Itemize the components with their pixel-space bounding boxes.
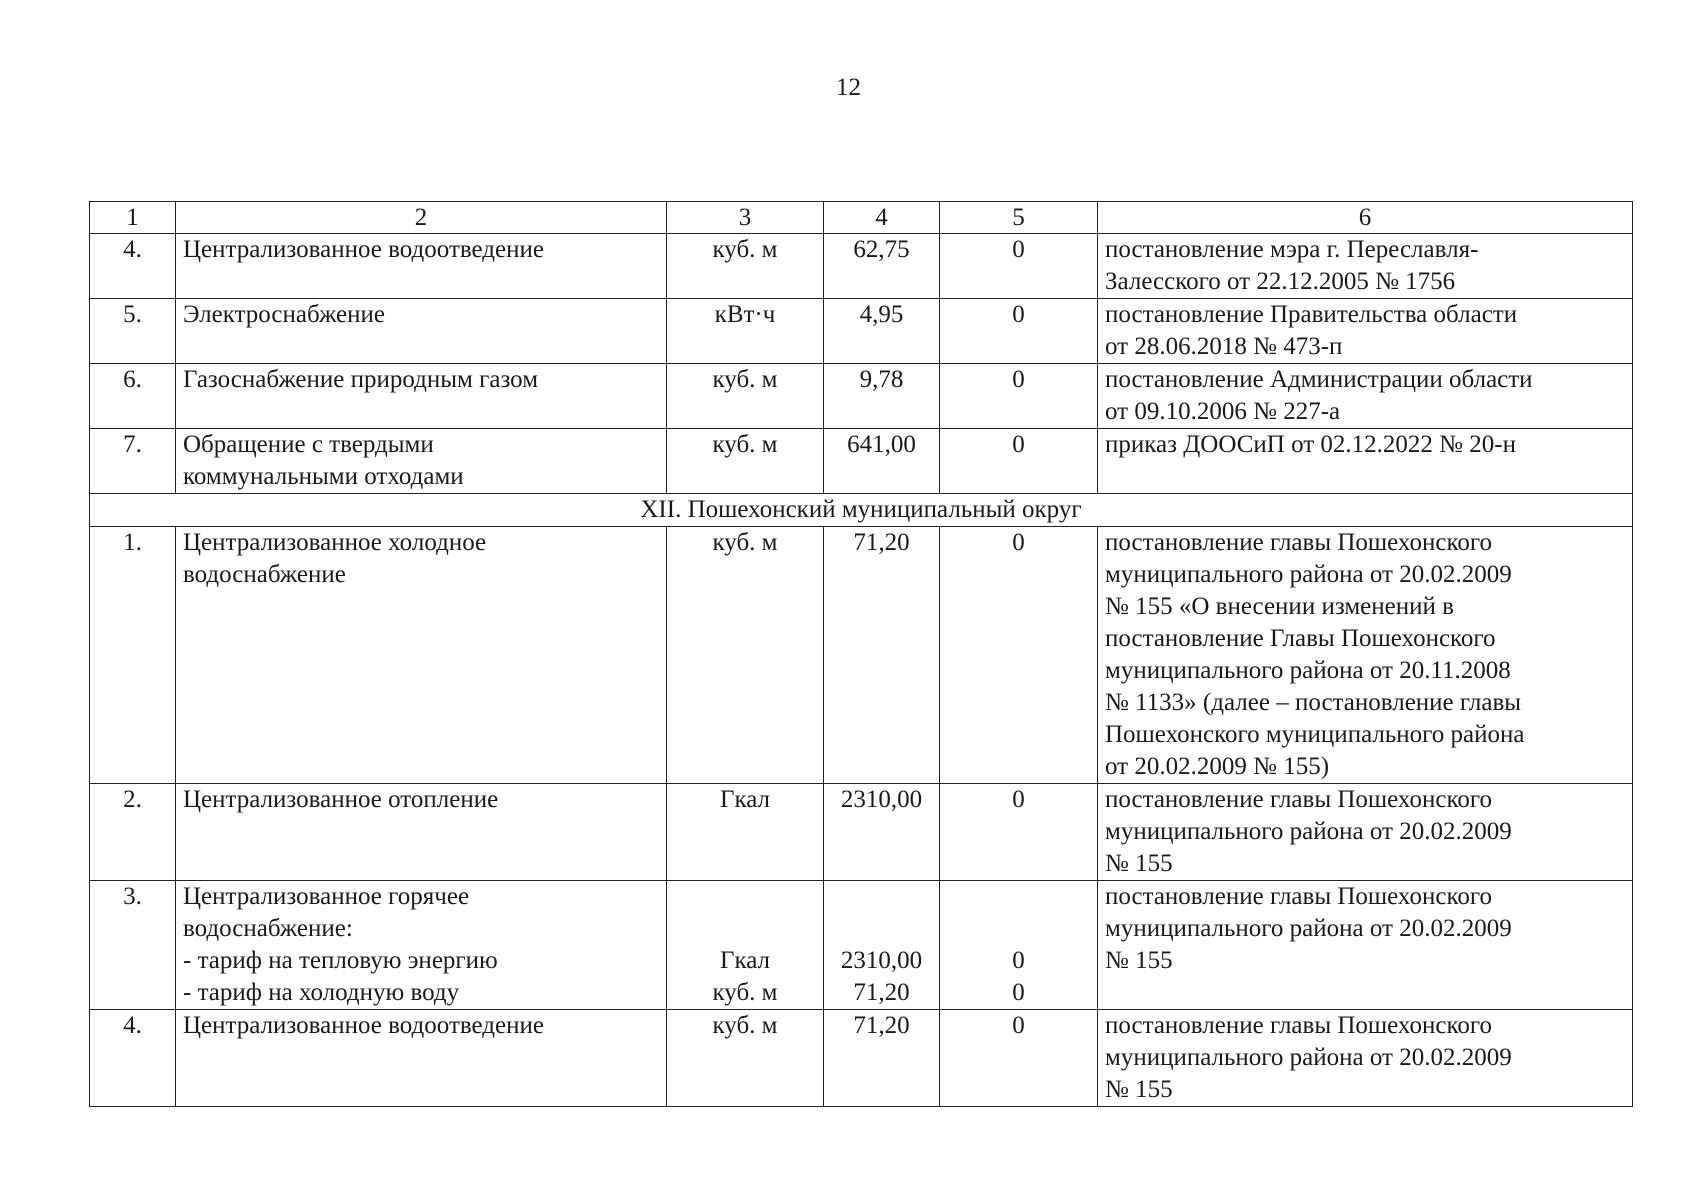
legal-document: постановление главы Пошехонского муниципального района от 20.02.2009 № 155 [1098,784,1633,881]
legal-document: постановление главы Пошехонского муниципального района от 20.02.2009 № 155 [1098,881,1633,1010]
row-number: 3. [90,881,176,1010]
col5-value: 0 0 [940,881,1098,1010]
service-name: Централизованное отопление [176,784,667,881]
service-name: Обращение с твердыми коммунальными отходами [176,429,667,494]
legal-document: постановление Администрации области от 09.10.2006 № 227-а [1098,364,1633,429]
col5-value: 0 [940,234,1098,299]
col5-value: 0 [940,429,1098,494]
table-row [90,527,1633,784]
unit: куб. м [667,234,824,299]
row-number: 4. [90,1010,176,1107]
unit: Гкал [667,784,824,881]
value: 9,78 [824,364,940,429]
unit: куб. м [667,429,824,494]
table-row [90,234,1633,299]
unit: куб. м [667,364,824,429]
unit: кВт·ч [667,299,824,364]
value: 4,95 [824,299,940,364]
unit: куб. м [667,1010,824,1107]
col5-value: 0 [940,1010,1098,1107]
table-row [90,429,1633,494]
value: 2310,00 [824,784,940,881]
header-cell: 6 [1098,202,1633,234]
row-number: 2. [90,784,176,881]
legal-document: постановление Правительства области от 28.06.2018 № 473-п [1098,299,1633,364]
legal-document: постановление главы Пошехонского муниципального района от 20.02.2009 № 155 [1098,1010,1633,1107]
section-title: XII. Пошехонский муниципальный округ [90,494,1633,527]
section-row [90,494,1633,527]
value: 641,00 [824,429,940,494]
row-number: 5. [90,299,176,364]
col5-value: 0 [940,527,1098,784]
service-name: Электроснабжение [176,299,667,364]
service-name: Газоснабжение природным газом [176,364,667,429]
table-header-row [90,202,1633,234]
table-row [90,784,1633,881]
value: 71,20 [824,527,940,784]
table-row [90,299,1633,364]
row-number: 1. [90,527,176,784]
header-cell: 2 [176,202,667,234]
service-name: Централизованное горячее водоснабжение: - тариф на тепловую энергию - тариф на холодную воду [176,881,667,1010]
header-cell: 5 [940,202,1098,234]
tariff-table [89,201,1633,1107]
row-number: 7. [90,429,176,494]
col5-value: 0 [940,364,1098,429]
value: 71,20 [824,1010,940,1107]
row-number: 6. [90,364,176,429]
value: 62,75 [824,234,940,299]
legal-document: приказ ДООСиП от 02.12.2022 № 20-н [1098,429,1633,494]
header-cell: 1 [90,202,176,234]
header-cell: 3 [667,202,824,234]
legal-document: постановление мэра г. Переславля- Залесского от 22.12.2005 № 1756 [1098,234,1633,299]
service-name: Централизованное холодное водоснабжение [176,527,667,784]
service-name: Централизованное водоотведение [176,1010,667,1107]
header-cell: 4 [824,202,940,234]
col5-value: 0 [940,784,1098,881]
value: 2310,00 71,20 [824,881,940,1010]
table-row [90,881,1633,1010]
row-number: 4. [90,234,176,299]
service-name: Централизованное водоотведение [176,234,667,299]
legal-document: постановление главы Пошехонского муниципального района от 20.02.2009 № 155 «О внесении изменений в постановление Главы Пошехонского муниципального района от 20.11.2008 № 1133» (далее – постановление главы Пошехонского муниципального района от 20.02.2009 № 155) [1098,527,1633,784]
unit: куб. м [667,527,824,784]
col5-value: 0 [940,299,1098,364]
page-number: 12 [836,74,861,101]
table-row [90,1010,1633,1107]
unit: Гкал куб. м [667,881,824,1010]
table-row [90,364,1633,429]
